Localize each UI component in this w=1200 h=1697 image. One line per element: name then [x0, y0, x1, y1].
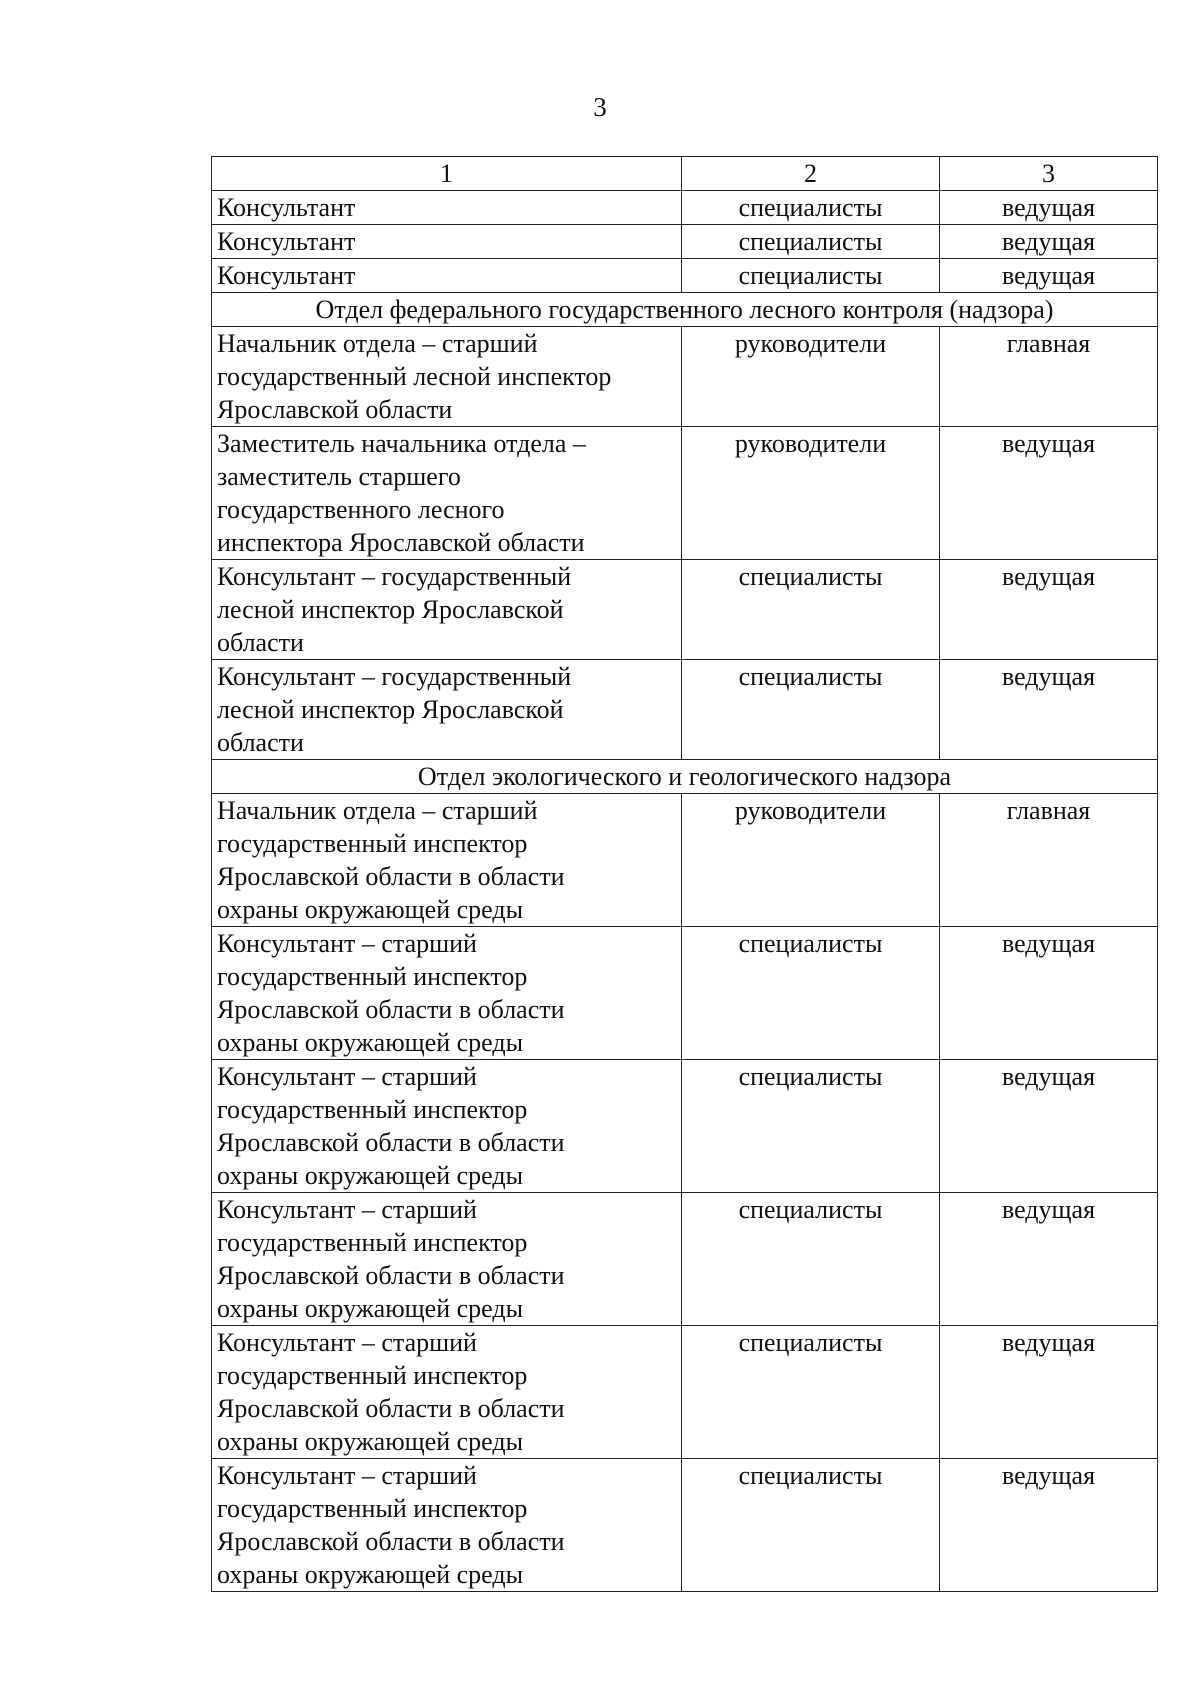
group-cell: специалисты: [682, 225, 940, 259]
position-line: инспектора Ярославской области: [217, 528, 585, 557]
table-row: [212, 1060, 1158, 1193]
group-cell: руководители: [682, 327, 940, 427]
position-line: Консультант – государственный: [217, 562, 572, 591]
position-line: Консультант – старший: [217, 1195, 477, 1224]
position-line: Ярославской области в области: [217, 1261, 565, 1290]
position-line: государственный инспектор: [217, 1494, 528, 1523]
column-header-2: 2: [682, 157, 940, 191]
column-header-1: 1: [212, 157, 682, 191]
position-line: Консультант – государственный: [217, 662, 572, 691]
position-line: охраны окружающей среды: [217, 1560, 524, 1589]
category-cell: ведущая: [940, 560, 1158, 660]
position-line: охраны окружающей среды: [217, 895, 524, 924]
position-line: Консультант – старший: [217, 929, 477, 958]
position-line: Консультант – старший: [217, 1062, 477, 1091]
table-body: [212, 157, 1158, 1592]
position-line: государственный инспектор: [217, 1095, 528, 1124]
position-line: области: [217, 628, 304, 657]
group-cell: специалисты: [682, 1060, 940, 1193]
category-cell: ведущая: [940, 225, 1158, 259]
position-cell: [212, 927, 682, 1060]
category-cell: ведущая: [940, 1459, 1158, 1592]
category-cell: ведущая: [940, 1326, 1158, 1459]
position-cell: [212, 427, 682, 560]
category-cell: главная: [940, 794, 1158, 927]
position-line: охраны окружающей среды: [217, 1294, 524, 1323]
position-line: государственный инспектор: [217, 829, 528, 858]
group-cell: специалисты: [682, 191, 940, 225]
table-row: [212, 560, 1158, 660]
position-line: охраны окружающей среды: [217, 1427, 524, 1456]
position-cell: [212, 1193, 682, 1326]
position-line: области: [217, 728, 304, 757]
section-row: [212, 293, 1158, 327]
position-cell: [212, 560, 682, 660]
group-cell: специалисты: [682, 1193, 940, 1326]
position-line: Ярославской области в области: [217, 995, 565, 1024]
table-row: [212, 1326, 1158, 1459]
category-cell: ведущая: [940, 427, 1158, 560]
table-row: [212, 660, 1158, 760]
position-line: Ярославской области в области: [217, 1527, 565, 1556]
group-cell: специалисты: [682, 660, 940, 760]
position-cell: [212, 660, 682, 760]
section-title: Отдел федерального государственного лесного контроля (надзора): [212, 293, 1158, 327]
position-line: Заместитель начальника отдела –: [217, 429, 586, 458]
position-line: Ярославской области в области: [217, 1394, 565, 1423]
section-row: [212, 760, 1158, 794]
position-line: Начальник отдела – старший: [217, 329, 538, 358]
category-cell: ведущая: [940, 660, 1158, 760]
group-cell: специалисты: [682, 1326, 940, 1459]
position-cell: [212, 327, 682, 427]
position-cell: [212, 1459, 682, 1592]
position-line: Ярославской области в области: [217, 862, 565, 891]
column-header-3: 3: [940, 157, 1158, 191]
position-cell: Консультант: [212, 191, 682, 225]
table-row: [212, 327, 1158, 427]
group-cell: руководители: [682, 427, 940, 560]
category-cell: ведущая: [940, 259, 1158, 293]
table-header-row: [212, 157, 1158, 191]
position-line: государственный лесной инспектор: [217, 362, 612, 391]
position-line: государственного лесного: [217, 495, 505, 524]
table-row: [212, 225, 1158, 259]
table-row: [212, 191, 1158, 225]
category-cell: главная: [940, 327, 1158, 427]
position-line: Консультант – старший: [217, 1461, 477, 1490]
position-line: лесной инспектор Ярославской: [217, 695, 564, 724]
position-cell: [212, 794, 682, 927]
positions-table: [211, 156, 1158, 1592]
group-cell: руководители: [682, 794, 940, 927]
position-line: государственный инспектор: [217, 1361, 528, 1390]
position-line: охраны окружающей среды: [217, 1028, 524, 1057]
group-cell: специалисты: [682, 927, 940, 1060]
group-cell: специалисты: [682, 560, 940, 660]
table-row: [212, 1459, 1158, 1592]
position-line: охраны окружающей среды: [217, 1161, 524, 1190]
table-row: [212, 794, 1158, 927]
position-cell: Консультант: [212, 259, 682, 293]
position-line: государственный инспектор: [217, 962, 528, 991]
group-cell: специалисты: [682, 1459, 940, 1592]
category-cell: ведущая: [940, 191, 1158, 225]
table-row: [212, 259, 1158, 293]
position-cell: [212, 1060, 682, 1193]
category-cell: ведущая: [940, 927, 1158, 1060]
table-row: [212, 927, 1158, 1060]
category-cell: ведущая: [940, 1193, 1158, 1326]
table-row: [212, 427, 1158, 560]
category-cell: ведущая: [940, 1060, 1158, 1193]
table-row: [212, 1193, 1158, 1326]
position-line: государственный инспектор: [217, 1228, 528, 1257]
position-cell: Консультант: [212, 225, 682, 259]
group-cell: специалисты: [682, 259, 940, 293]
position-line: Консультант – старший: [217, 1328, 477, 1357]
position-line: лесной инспектор Ярославской: [217, 595, 564, 624]
position-line: Начальник отдела – старший: [217, 796, 538, 825]
position-line: заместитель старшего: [217, 462, 461, 491]
position-cell: [212, 1326, 682, 1459]
position-line: Ярославской области: [217, 395, 453, 424]
position-line: Ярославской области в области: [217, 1128, 565, 1157]
section-title: Отдел экологического и геологического надзора: [212, 760, 1158, 794]
page-number: 3: [593, 92, 607, 122]
